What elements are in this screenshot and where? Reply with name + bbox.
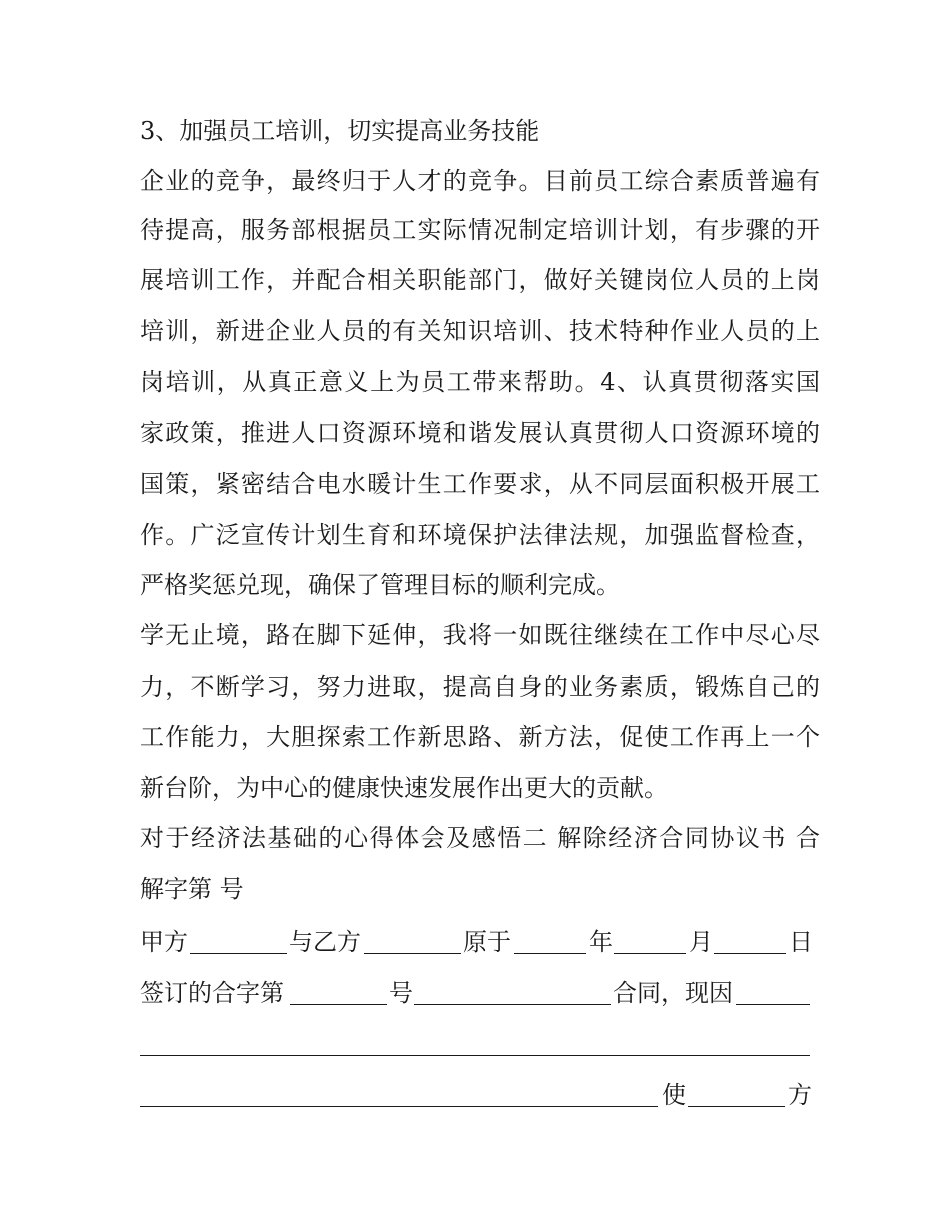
- section-heading: 3、加强员工培训，切实提高业务技能: [140, 117, 540, 145]
- paragraph-line: 家政策，推进人口资源环境和谐发展认真贯彻人口资源环境的: [140, 419, 820, 447]
- paragraph-line: 国策，紧密结合电水暖计生工作要求，从不同层面积极开展工: [140, 470, 820, 498]
- paragraph-line: 作。广泛宣传计划生育和环境保护法律法规，加强监督检查，: [140, 521, 820, 549]
- paragraph-line: 解字第 号: [140, 875, 244, 903]
- paragraph-line: 工作能力，大胆探索工作新思路、新方法，促使工作再上一个: [140, 723, 820, 751]
- label-side: 方: [788, 1081, 812, 1109]
- paragraph-line: 新台阶，为中心的健康快速发展作出更大的贡献。: [140, 774, 668, 802]
- label-number: 号: [389, 979, 413, 1007]
- blank-month: [614, 953, 686, 954]
- blank-contract-number: [414, 1004, 611, 1005]
- paragraph-line: 岗培训，从真正意义上为员工带来帮助。4、认真贯彻落实国: [140, 368, 820, 396]
- label-make: 使: [662, 1081, 686, 1109]
- paragraph-line: 待提高，服务部根据员工实际情况制定培训计划，有步骤的开: [140, 216, 820, 244]
- label-signed: 签订的合字第: [140, 979, 284, 1007]
- blank-party-b: [364, 953, 461, 954]
- label-party-a: 甲方: [140, 928, 188, 956]
- blank-party-a: [190, 953, 287, 954]
- paragraph-line: 展培训工作，并配合相关职能部门，做好关键岗位人员的上岗: [140, 266, 820, 294]
- paragraph-line: 对于经济法基础的心得体会及感悟二 解除经济合同协议书 合: [140, 824, 820, 852]
- blank-contract-prefix: [290, 1004, 387, 1005]
- paragraph-line: 培训，新进企业人员的有关知识培训、技术特种作业人员的上: [140, 317, 820, 345]
- label-month: 月: [689, 928, 713, 956]
- paragraph-line: 严格奖惩兑现，确保了管理目标的顺利完成。: [140, 571, 620, 599]
- blank-reason-end: [140, 1106, 658, 1107]
- paragraph-line: 企业的竞争，最终归于人才的竞争。目前员工综合素质普遍有: [140, 167, 820, 195]
- blank-year: [514, 953, 586, 954]
- label-day: 日: [789, 928, 813, 956]
- paragraph-line: 学无止境，路在脚下延伸，我将一如既往继续在工作中尽心尽: [140, 621, 820, 649]
- label-year: 年: [589, 928, 613, 956]
- blank-reason-continued: [140, 1055, 810, 1056]
- blank-side: [688, 1106, 785, 1107]
- blank-reason: [736, 1004, 810, 1005]
- blank-day: [714, 953, 786, 954]
- label-contract-now: 合同，现因: [613, 979, 733, 1007]
- label-with-party-b: 与乙方: [289, 928, 361, 956]
- label-originally-on: 原于: [463, 928, 511, 956]
- paragraph-line: 力，不断学习，努力进取，提高自身的业务素质，锻炼自己的: [140, 673, 820, 701]
